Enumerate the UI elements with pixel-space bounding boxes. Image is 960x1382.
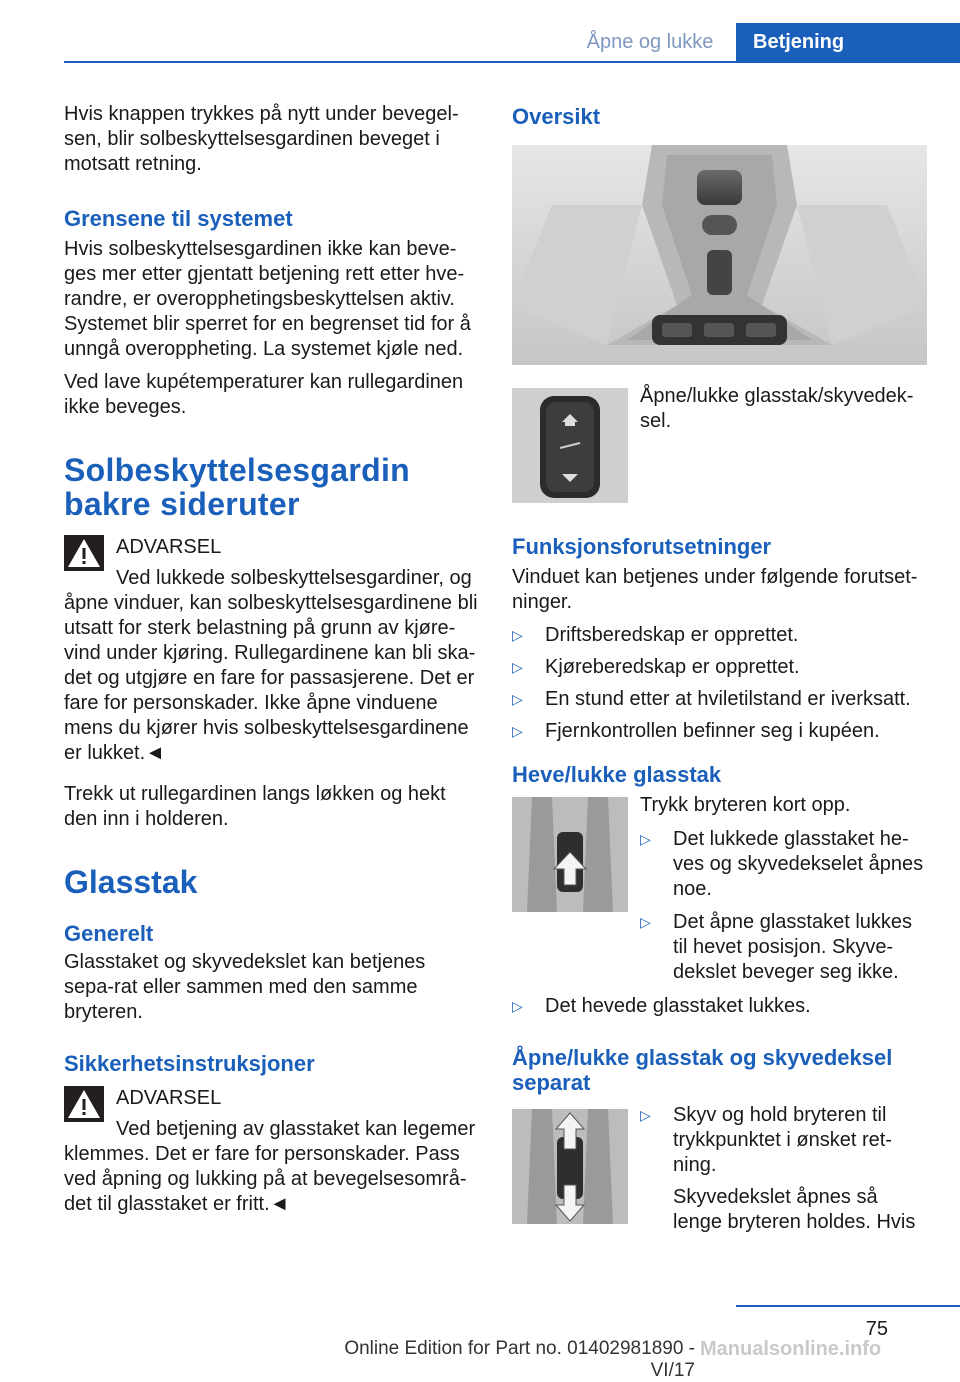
warning-block [64,535,479,591]
slide-switch-photo [512,1109,628,1224]
figure-row [512,793,927,992]
separate-list [640,1103,927,1178]
list-item: ▷ Det åpne glasstaket lukkes til hevet posisjon. Skyve-dekslet beveger seg ikke. [640,911,913,983]
raise-list [640,827,927,985]
arrow-bullet-icon: ▷ [512,627,523,643]
warning-text-first: Ved betjening av glasstaket kan legemer [116,1118,476,1140]
paragraph: Skyvedekslet åpnes så lenge bryteren holdes. Hvis [673,1186,916,1233]
heading-heve: Heve/lukke glasstak [512,762,722,787]
edition-note: Online Edition for Part no. 01402981890 - VI/17 [344,1338,695,1381]
right-column [512,98,927,1243]
switch-closeup-photo [512,388,628,503]
heading-grensene: Grensene til systemet [64,206,293,231]
list-item: ▷ Fjernkontrollen befinner seg i kupéen. [512,720,880,742]
section-tab: Åpne og lukke [564,23,736,62]
footer-rule [736,1305,960,1307]
warning-icon [64,1086,104,1122]
heading-solbeskyttelse-bakre: Solbeskyttelsesgardin bakre sideruter [64,452,410,522]
heading-funksjon: Funksjonsforutsetninger [512,534,772,559]
heading-oversikt: Oversikt [512,104,601,129]
warning-label: ADVARSEL [116,1087,222,1109]
page-header [564,23,960,62]
figure-caption: Åpne/lukke glasstak/skyvedek-sel. [640,385,914,432]
chapter-tab: Betjening [736,23,960,62]
heading-generelt: Generelt [64,921,154,946]
header-rule [64,61,960,63]
warning-text: klemmes. Det er fare for personskader. Pass ved åpning og lukking på at bevegelsesområ-det til glasstaket er fritt.◄ [64,1143,467,1215]
paragraph: Trekk ut rullegardinen langs løkken og hekt den inn i holderen. [64,783,446,830]
figure-row [512,1104,927,1243]
warning-label: ADVARSEL [116,536,222,558]
warning-icon [64,535,104,571]
list-item: ▷ Skyv og hold bryteren til trykkpunktet i ønsket ret-ning. [640,1104,892,1176]
paragraph: Glasstaket og skyvedekslet kan betjenes sepa-rat eller sammen med den samme bryteren. [64,951,426,1023]
warning-text-first: Ved lukkede solbeskyttelsesgardiner, og [116,567,472,589]
paragraph: Hvis solbeskyttelsesgardinen ikke kan beve-ges mer etter gjentatt betjening rett etter hve-randre, er overopphetingsbeskyttelsen aktiv. Systemet blir sperret for en begrenset tid for å unngå overoppheting. La systemet kjøle ned. [64,238,471,360]
heading-sikkerhet: Sikkerhetsinstruksjoner [64,1051,315,1076]
list-item: ▷ En stund etter at hviletilstand er iverksatt. [512,688,911,710]
arrow-bullet-icon: ▷ [512,723,523,739]
heading-glasstak: Glasstak [64,864,198,900]
arrow-bullet-icon: ▷ [512,691,523,707]
arrow-bullet-icon: ▷ [512,659,523,675]
raise-roof-photo [512,797,628,912]
warning-text: åpne vinduer, kan solbeskyttelsesgardinene bli utsatt for sterk belastning på grunn av kjøre-vind under kjøring. Rullegardinene kan bli ska-det og utgjøre en fare for passasjerene. Det er fare for personskader. Ikke åpne vinduene mens du kjører hvis solbeskyttelsesgardinene er lukket.◄ [64,592,478,764]
arrow-bullet-icon: ▷ [640,1107,651,1123]
paragraph: Hvis knappen trykkes på nytt under bevegel-sen, blir solbeskyttelsesgardinen beveget i motsatt retning. [64,103,459,175]
page-number: 75 [865,1318,888,1340]
watermark: Manualsonline.info [700,1338,882,1360]
left-column [64,98,479,1225]
figure-row [512,385,927,503]
arrow-bullet-icon: ▷ [512,998,523,1014]
list-item: ▷ Det lukkede glasstaket he-ves og skyvedekselet åpnes noe. [640,828,924,900]
paragraph: Ved lave kupétemperaturer kan rullegardinen ikke beveges. [64,371,464,418]
overview-photo [512,145,927,365]
list-item: ▷ Kjøreberedskap er opprettet. [512,656,800,678]
arrow-bullet-icon: ▷ [640,914,651,930]
warning-block [64,1086,479,1142]
arrow-bullet-icon: ▷ [640,831,651,847]
raise-list-last [512,994,927,1019]
prerequisite-list [512,623,927,744]
paragraph: Vinduet kan betjenes under følgende forutset-ninger. [512,566,918,613]
list-item: ▷ Driftsberedskap er opprettet. [512,624,799,646]
heading-separat: Åpne/lukke glasstak og skyvedeksel separat [512,1045,893,1095]
list-item: ▷ Det hevede glasstaket lukkes. [512,995,811,1017]
paragraph: Trykk bryteren kort opp. [640,794,851,816]
